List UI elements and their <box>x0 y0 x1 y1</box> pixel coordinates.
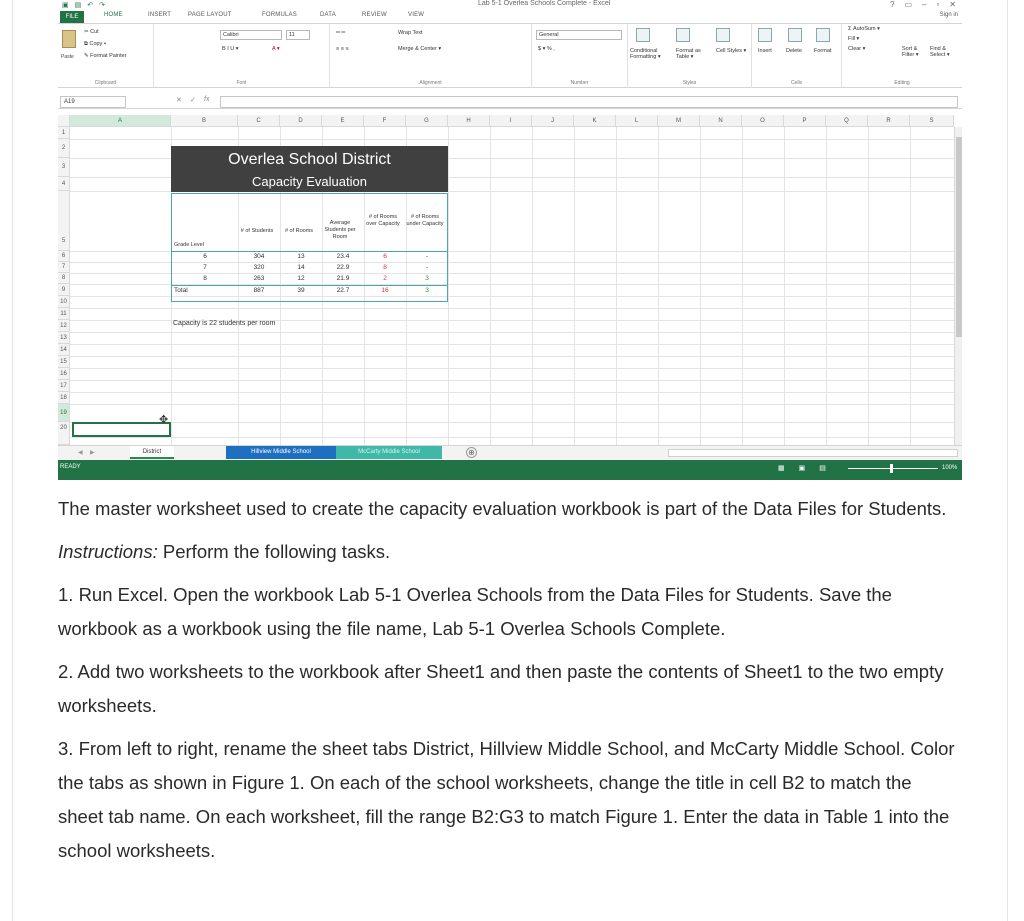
gridline <box>574 127 575 445</box>
gridline <box>70 437 962 438</box>
row-header[interactable]: 7 <box>58 262 70 273</box>
page-break-view-icon[interactable]: ▤ <box>819 465 826 472</box>
gridline <box>910 127 911 445</box>
conditional-formatting-icon[interactable] <box>636 28 650 42</box>
find-select-button[interactable]: Find & Select ▾ <box>930 46 950 58</box>
merge-center-button[interactable]: Merge & Center ▾ <box>398 46 442 52</box>
header-rooms: # of Rooms <box>284 228 314 234</box>
total-label: Total <box>174 287 188 294</box>
gridline <box>742 127 743 445</box>
sort-filter-button[interactable]: Sort & Filter ▾ <box>902 46 919 58</box>
normal-view-icon[interactable]: ▦ <box>778 465 785 472</box>
gridline <box>658 127 659 445</box>
gridline <box>700 127 701 445</box>
copy-button[interactable]: ⧉ Copy ▾ <box>84 41 107 47</box>
column-header[interactable]: A <box>70 115 171 127</box>
gridline <box>70 356 962 357</box>
wrap-text-button[interactable]: Wrap Text <box>398 30 423 36</box>
undo-icon[interactable]: ↶ <box>87 2 94 9</box>
tab-formulas[interactable]: FORMULAS <box>262 12 297 18</box>
sheet-tab-mccarty[interactable]: McCarty Middle School <box>336 446 442 459</box>
sheet-tab-district[interactable]: District <box>130 446 174 459</box>
insert-function-icon[interactable]: fx <box>204 96 210 103</box>
column-header[interactable]: L <box>616 115 658 127</box>
column-header[interactable]: M <box>658 115 700 127</box>
step-1: 1. Run Excel. Open the workbook Lab 5-1 Overlea Schools from the Data Files for Students. Save the workbook as a workbook using the file name, Lab 5-1 Overlea Schools Complete. <box>58 584 892 639</box>
redo-icon[interactable]: ↷ <box>99 2 105 9</box>
zoom-slider[interactable] <box>848 468 938 469</box>
header-rooms-over: # of Rooms over Capacity <box>366 214 400 227</box>
under-capacity-cell: - <box>425 264 429 271</box>
sheet-title-block[interactable] <box>171 146 448 192</box>
currency-button[interactable]: $ ▾ % , <box>538 46 555 52</box>
tab-data[interactable]: DATA <box>320 12 336 18</box>
copy-label: Copy ▾ <box>89 41 107 47</box>
clipboard-group <box>58 24 154 88</box>
align-center-icon[interactable]: ≡ ≡ ≡ <box>336 46 349 52</box>
cells-group-label: Cells <box>790 80 803 86</box>
average-cell: 23.4 <box>336 253 350 260</box>
new-sheet-button[interactable]: ⊕ <box>466 447 477 458</box>
row-header[interactable]: 17 <box>58 380 70 392</box>
row-header[interactable]: 12 <box>58 320 70 332</box>
formula-bar <box>58 95 962 109</box>
gridline <box>868 127 869 445</box>
editing-group-label: Editing <box>894 80 910 86</box>
row-header[interactable]: 15 <box>58 356 70 368</box>
save-icon[interactable]: ▤ <box>74 2 82 9</box>
tab-file[interactable]: FILE <box>60 11 84 23</box>
clear-button[interactable]: Clear ▾ <box>848 46 866 52</box>
zoom-slider-knob[interactable] <box>890 464 893 473</box>
gridline <box>448 127 449 445</box>
table-divider <box>172 251 447 252</box>
vertical-scrollbar[interactable] <box>954 127 962 445</box>
gridline <box>826 127 827 445</box>
column-header[interactable]: C <box>238 115 280 127</box>
header-average-students: Average Students per Room <box>324 220 356 240</box>
ribbon <box>58 24 962 88</box>
row-header[interactable]: 2 <box>58 139 70 158</box>
rooms-cell: 14 <box>297 264 305 271</box>
students-cell: 304 <box>253 253 265 260</box>
total-rooms-cell: 39 <box>297 287 305 294</box>
total-over-cell: 16 <box>381 287 389 294</box>
format-as-table-button[interactable]: Format as Table ▾ <box>676 48 701 60</box>
under-capacity-cell: - <box>425 253 429 260</box>
row-header[interactable]: 13 <box>58 332 70 344</box>
row-header[interactable]: 14 <box>58 344 70 356</box>
font-size-select[interactable]: 11 <box>286 30 310 40</box>
intro-paragraph: The master worksheet used to create the capacity evaluation workbook is part of the Data Files for Students. <box>58 498 947 519</box>
grade-cell: 7 <box>203 264 207 271</box>
row-header[interactable]: 19 <box>58 404 70 422</box>
gridline <box>70 422 962 423</box>
formula-input[interactable] <box>220 96 958 108</box>
bold-italic-underline-buttons[interactable]: B I U ▾ <box>222 46 239 52</box>
format-painter-button[interactable]: ✎ Format Painter <box>84 53 127 59</box>
font-name-select[interactable]: Calibri <box>220 30 282 40</box>
capacity-table[interactable] <box>171 193 448 302</box>
column-header[interactable]: Q <box>826 115 868 127</box>
average-cell: 22.9 <box>336 264 350 271</box>
zoom-level[interactable]: 100% <box>942 465 958 471</box>
cell-cursor-icon: ✥ <box>159 414 169 426</box>
format-painter-label: Format Painter <box>90 53 127 59</box>
alignment-group <box>330 24 532 88</box>
row-header[interactable]: 11 <box>58 308 70 320</box>
fill-button[interactable]: Fill ▾ <box>848 36 860 42</box>
instructions-article <box>58 492 958 877</box>
clipboard-group-label: Clipboard <box>94 80 117 86</box>
gridline <box>490 127 491 445</box>
delete-cells-icon[interactable] <box>788 28 802 42</box>
gridline <box>70 344 962 345</box>
insert-cells-icon[interactable] <box>758 28 772 42</box>
instructions-text: Perform the following tasks. <box>157 541 391 562</box>
tab-home[interactable]: HOME <box>104 12 123 18</box>
row-header[interactable]: 6 <box>58 251 70 262</box>
gridline <box>70 404 962 405</box>
tab-view[interactable]: VIEW <box>408 12 425 18</box>
insert-button[interactable]: Insert <box>758 48 772 54</box>
sheet-tabs-bar <box>58 445 962 460</box>
sheet-prev-icon[interactable]: ◀ <box>78 450 83 456</box>
under-capacity-cell: 3 <box>425 275 429 282</box>
format-cells-icon[interactable] <box>816 28 830 42</box>
total-students-cell: 887 <box>253 287 265 294</box>
cell-styles-button[interactable]: Cell Styles ▾ <box>716 48 747 54</box>
gridline <box>784 127 785 445</box>
step-3: 3. From left to right, rename the sheet tabs District, Hillview Middle School, and McCarty Middle School. Color the tabs as shown in Figure 1. On each of the school worksheets, change the title in cell B2 to match the sheet tab name. On each worksheet, fill the range B2:G3 to match Figure 1. Enter the data in Table 1 into the school worksheets. <box>58 738 955 861</box>
students-cell: 263 <box>253 275 265 282</box>
row-header[interactable]: 16 <box>58 368 70 380</box>
column-header[interactable]: J <box>532 115 574 127</box>
cells-group <box>752 24 842 88</box>
capacity-note[interactable]: Capacity is 22 students per room <box>173 320 276 327</box>
excel-logo-icon: ▣ <box>62 2 69 9</box>
sheet-tab-hillview[interactable]: Hillview Middle School <box>226 446 336 459</box>
column-header[interactable]: K <box>574 115 616 127</box>
close-icon[interactable]: ✕ <box>949 0 956 9</box>
column-header[interactable]: N <box>700 115 742 127</box>
quick-access-toolbar <box>62 1 105 9</box>
gridline <box>70 368 962 369</box>
restore-icon[interactable]: ▫ <box>936 0 940 9</box>
over-capacity-cell: 6 <box>383 253 387 260</box>
total-under-cell: 3 <box>425 287 429 294</box>
conditional-formatting-button[interactable]: Conditional Formatting ▾ <box>630 48 661 60</box>
number-group-label: Number <box>570 80 589 86</box>
sheet-subtitle: Capacity Evaluation <box>252 174 367 189</box>
row-header[interactable]: 20 <box>58 422 70 445</box>
over-capacity-cell: 8 <box>383 264 387 271</box>
row-header[interactable]: 18 <box>58 392 70 404</box>
row-header[interactable]: 3 <box>58 158 70 177</box>
status-bar <box>58 460 962 480</box>
header-students: # of Students <box>240 228 274 234</box>
total-average-cell: 22.7 <box>336 287 350 294</box>
tab-insert[interactable]: INSERT <box>148 12 172 18</box>
title-bar <box>58 0 962 10</box>
column-header[interactable]: O <box>742 115 784 127</box>
header-grade-level: Grade Level <box>174 242 204 248</box>
header-rooms-under: # of Rooms under Capacity <box>406 214 444 227</box>
font-group-label: Font <box>236 80 247 86</box>
gridline <box>70 308 962 309</box>
column-header[interactable]: R <box>868 115 910 127</box>
number-group <box>532 24 628 88</box>
over-capacity-cell: 2 <box>383 275 387 282</box>
status-ready: READY <box>60 464 81 470</box>
format-as-table-icon[interactable] <box>676 28 690 42</box>
horizontal-scrollbar[interactable] <box>668 449 958 457</box>
column-header[interactable]: E <box>322 115 364 127</box>
minimize-icon[interactable]: – <box>922 0 927 9</box>
row-header[interactable]: 10 <box>58 296 70 308</box>
styles-group <box>628 24 752 88</box>
format-button[interactable]: Format <box>814 48 832 54</box>
gridline <box>70 380 962 381</box>
sheet-next-icon[interactable]: ▶ <box>90 450 95 456</box>
name-box[interactable]: A19 <box>60 96 126 108</box>
window-title: Lab 5-1 Overlea Schools Complete - Excel <box>478 0 611 7</box>
students-cell: 320 <box>253 264 265 271</box>
ribbon-display-icon[interactable]: ▭ <box>904 0 912 9</box>
align-top-icon[interactable]: ═ ═ <box>336 30 346 36</box>
column-header[interactable]: P <box>784 115 826 127</box>
cut-label: Cut <box>90 29 99 35</box>
column-header[interactable]: G <box>406 115 448 127</box>
gridline <box>616 127 617 445</box>
tab-review[interactable]: REVIEW <box>362 12 387 18</box>
row-header[interactable]: 9 <box>58 284 70 296</box>
ribbon-tabs <box>58 10 962 24</box>
row-header[interactable]: 4 <box>58 177 70 191</box>
cut-button[interactable]: ✂ Cut <box>84 29 99 35</box>
column-header[interactable]: I <box>490 115 532 127</box>
instructions-label: Instructions: <box>58 541 158 562</box>
step-2: 2. Add two worksheets to the workbook after Sheet1 and then paste the contents of Sheet1 to the two empty worksheets. <box>58 661 944 716</box>
excel-window <box>58 0 962 480</box>
styles-group-label: Styles <box>682 80 697 86</box>
paste-icon[interactable] <box>62 30 76 48</box>
autosum-button[interactable]: Σ AutoSum ▾ <box>848 26 880 32</box>
grade-cell: 6 <box>203 253 207 260</box>
view-buttons <box>778 464 826 472</box>
enter-icon[interactable]: ✓ <box>190 97 196 104</box>
gridline <box>70 332 962 333</box>
column-header[interactable]: H <box>448 115 490 127</box>
gridline <box>70 139 962 140</box>
select-all-corner[interactable] <box>58 115 70 127</box>
rooms-cell: 13 <box>297 253 305 260</box>
help-icon[interactable]: ? <box>889 0 895 9</box>
gridline <box>70 392 962 393</box>
rooms-cell: 12 <box>297 275 305 282</box>
number-format-select[interactable]: General <box>536 30 622 40</box>
average-cell: 21.9 <box>336 275 350 282</box>
sign-in-link[interactable]: Sign in <box>939 12 958 18</box>
instructions-paragraph <box>58 535 958 569</box>
delete-button[interactable]: Delete <box>786 48 802 54</box>
font-group <box>154 24 330 88</box>
row-header[interactable]: 1 <box>58 127 70 139</box>
cancel-icon[interactable]: ✕ <box>176 97 182 104</box>
gridline <box>532 127 533 445</box>
column-header[interactable]: F <box>364 115 406 127</box>
grade-cell: 8 <box>203 275 207 282</box>
alignment-group-label: Alignment <box>419 80 442 86</box>
autosum-label: AutoSum ▾ <box>852 26 880 32</box>
sheet-title: Overlea School District <box>228 151 391 168</box>
column-header[interactable]: D <box>280 115 322 127</box>
page-layout-view-icon[interactable]: ▣ <box>798 465 806 472</box>
column-header[interactable]: B <box>171 115 238 127</box>
font-color-icon[interactable]: A ▾ <box>272 46 280 52</box>
worksheet-grid[interactable] <box>58 115 962 445</box>
row-header[interactable]: 8 <box>58 273 70 284</box>
table-divider <box>172 285 447 286</box>
window-controls <box>890 0 956 9</box>
active-cell-a19[interactable] <box>72 422 171 437</box>
vertical-scroll-thumb[interactable] <box>956 137 962 337</box>
row-header[interactable]: 5 <box>58 191 70 251</box>
cell-styles-icon[interactable] <box>716 28 730 42</box>
tab-page-layout[interactable]: PAGE LAYOUT <box>188 12 232 18</box>
editing-group <box>842 24 962 88</box>
column-header[interactable]: S <box>910 115 954 127</box>
paste-button[interactable]: Paste <box>61 54 74 60</box>
